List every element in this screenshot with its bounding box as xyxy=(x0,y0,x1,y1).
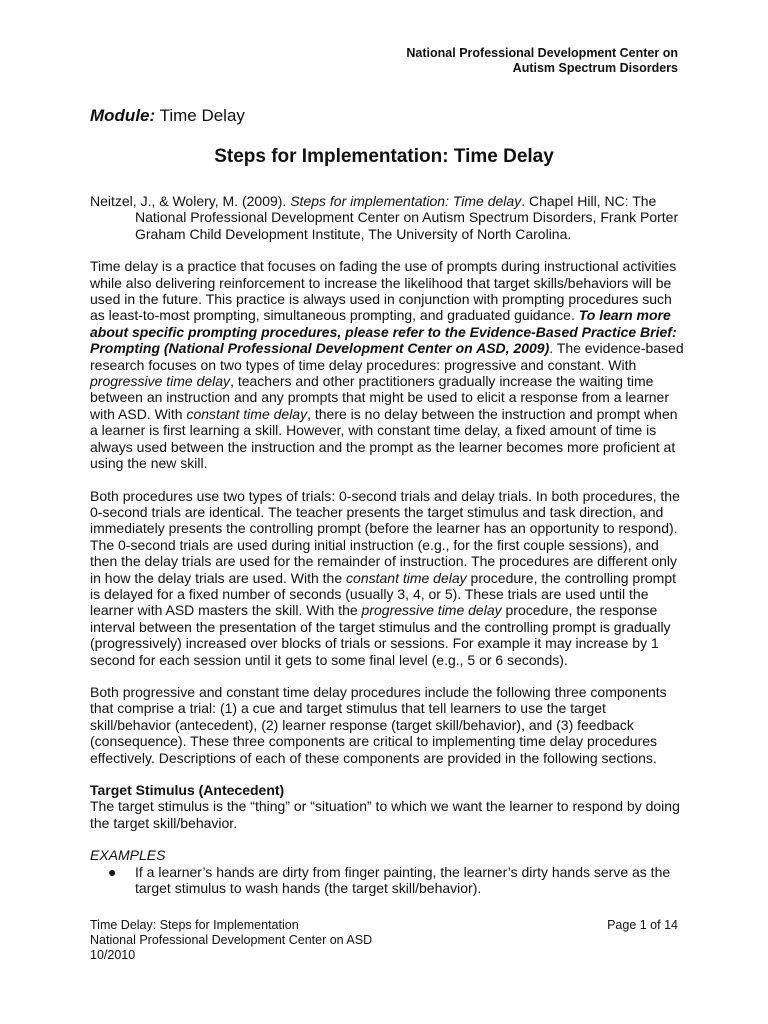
term-progressive-time-delay-2: progressive time delay xyxy=(361,602,502,619)
paragraph-intro xyxy=(90,258,686,471)
para2-text-5: procedure, the response interval between the presentation of the target stimulus and the controlling prompt is gradually (progressively) increased over blocks of trials or sessions. For example it may increase by 1 second for each session until it gets to some final level (e.g., 5 or 6 seconds). xyxy=(90,602,671,668)
module-label: Module: xyxy=(90,106,156,125)
module-line xyxy=(90,106,245,126)
org-header-line-2: Autism Spectrum Disorders xyxy=(512,61,678,75)
term-constant-time-delay: constant time delay xyxy=(186,405,308,422)
examples-list xyxy=(90,864,686,897)
page-number: Page 1 of 14 xyxy=(607,918,678,932)
para1-text-1: Time delay is a practice that focuses on fading the use of prompts during instructional activities while also delivering reinforcement to increase the likelihood that target skills/behaviors will be used in the future. This practice is always used in conjunction with prompting procedures such as least-to-most prompting, simultaneous prompting, and graduated guidance. xyxy=(90,258,677,324)
org-header-line-1: National Professional Development Center on xyxy=(406,46,678,60)
module-name: Time Delay xyxy=(159,106,245,125)
para1-text-5: , teachers and other practitioners gradually increase the waiting time between an instruction and any prompts that might be used to elicit a response from a learner with ASD. With xyxy=(90,373,669,422)
para2-text-3: procedure, the controlling prompt is delayed for a fixed number of seconds (usually 3, 4, or 5). These trials are used until the learner with ASD masters the skill. With the xyxy=(90,569,676,619)
citation-publisher: . Chapel Hill, NC: The National Professional Development Center on Autism Spectrum Disorders, Frank Porter Graham Child Development Institute, The University of North Carolina. xyxy=(135,193,679,242)
paragraph-trials xyxy=(90,488,686,668)
examples-label: EXAMPLES xyxy=(90,847,166,864)
document-body xyxy=(90,193,686,896)
citation xyxy=(90,193,686,242)
paragraph-components: Both progressive and constant time delay procedures include the following three components that comprise a trial: (1) a cue and target stimulus that tell learners to use the target skill/behavior (antecedent), (2) learner response (target skill/behavior), and (3) feedback (consequence). These three components are critical to implementing time delay procedures effectively. Descriptions of each of these components are provided in the following sections. xyxy=(90,683,667,766)
list-item xyxy=(90,864,686,897)
organization-header xyxy=(406,46,678,76)
prompting-brief-reference: To learn more about specific prompting procedures, please refer to the Evidence-Based Practice Brief: Prompting (National Professional Development Center on ASD, 2009) xyxy=(90,307,677,357)
footer-organization: National Professional Development Center on ASD xyxy=(90,933,373,947)
footer-left xyxy=(90,918,372,963)
term-constant-time-delay-2: constant time delay xyxy=(346,569,467,586)
para1-text-3: . The evidence-based research focuses on two types of time delay procedures: progressive and constant. With xyxy=(90,340,684,373)
footer-date: 10/2010 xyxy=(90,948,136,962)
section-heading-target-stimulus: Target Stimulus (Antecedent) xyxy=(90,782,285,798)
citation-authors: Neitzel, J., & Wolery, M. (2009). xyxy=(90,193,291,209)
footer-doc-title: Time Delay: Steps for Implementation xyxy=(90,918,299,932)
example-text: If a learner’s hands are dirty from finger painting, the learner’s dirty hands serve as the target stimulus to wash hands (the target skill/behavior). xyxy=(135,863,671,897)
para2-text-1: Both procedures use two types of trials: 0-second trials and delay trials. In both procedures, the 0-second trials are identical. The teacher presents the target stimulus and task direction, and immediately presents the controlling prompt (before the learner has an opportunity to respond). The 0-second trials are used during initial instruction (e.g., for the first couple sessions), and then the delay trials are used for the remainder of instruction. The procedures are different only in how the delay trials are used. With the xyxy=(90,487,680,586)
section-body-target-stimulus: The target stimulus is the “thing” or “situation” to which we want the learner to respond by doing the target skill/behavior. xyxy=(90,798,680,831)
document-title: Steps for Implementation: Time Delay xyxy=(214,146,554,167)
term-progressive-time-delay: progressive time delay xyxy=(90,373,231,390)
bullet-icon: ● xyxy=(108,863,117,880)
citation-work-title: Steps for implementation: Time delay xyxy=(290,193,522,209)
para1-text-7: , there is no delay between the instruction and prompt when a learner is first learning a skill. However, with constant time delay, a fixed amount of time is always used between the instruction and the prompt as the learner becomes more proficient at using the new skill. xyxy=(90,405,678,472)
